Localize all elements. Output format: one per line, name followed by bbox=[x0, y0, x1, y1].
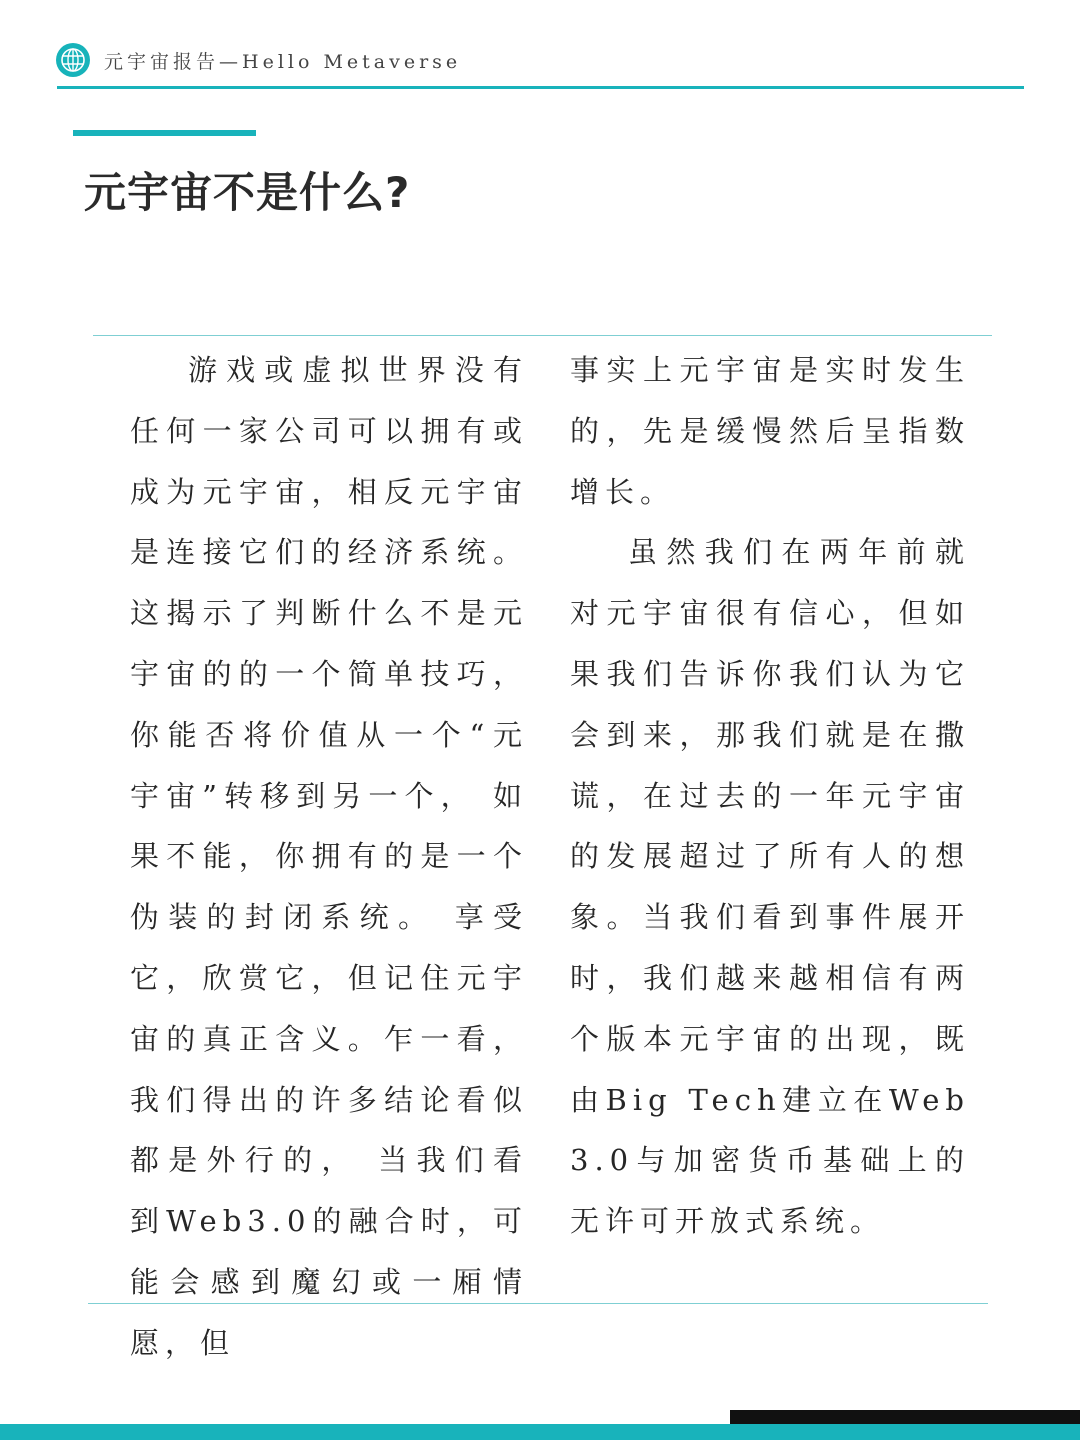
header-divider bbox=[57, 86, 1024, 89]
left-paragraph-1: 游戏或虚拟世界没有任何一家公司可以拥有或成为元宇宙，相反元宇宙是连接它们的经济系统。这揭示了判断什么不是元宇宙的的一个简单技巧，你能否将价值从一个“元宇宙”转移到另一个， 如果不能，你拥有的是一个伪装的封闭系统。 享受它，欣赏它，但记住元宇宙的真正含义。乍一看，我们得出的许多结论看似都是外行的， 当我们看到Web3.0的融合时，可能会感到魔幻或一厢情愿，但 bbox=[130, 353, 528, 1360]
body-bottom-divider bbox=[88, 1303, 988, 1304]
body-top-divider bbox=[93, 335, 992, 336]
globe-icon bbox=[56, 43, 90, 77]
right-paragraph-1: 事实上元宇宙是实时发生的，先是缓慢然后呈指数增长。 bbox=[570, 353, 970, 509]
header-title: 元宇宙报告—Hello Metaverse bbox=[104, 50, 462, 73]
right-column bbox=[570, 340, 970, 1252]
footer-accent-bar bbox=[0, 1424, 1080, 1440]
page-title: 元宇宙不是什么? bbox=[84, 168, 411, 217]
footer-dark-bar bbox=[730, 1410, 1080, 1424]
page-header bbox=[56, 40, 461, 80]
right-paragraph-2: 虽然我们在两年前就对元宇宙很有信心，但如果我们告诉你我们认为它会到来，那我们就是在撒谎，在过去的一年元宇宙的发展超过了所有人的想象。当我们看到事件展开时，我们越来越相信有两个版本元宇宙的出现，既由Big Tech建立在Web3.0与加密货币基础上的无许可开放式系统。 bbox=[570, 535, 970, 1239]
title-accent-bar bbox=[73, 130, 256, 136]
left-column bbox=[130, 340, 528, 1374]
